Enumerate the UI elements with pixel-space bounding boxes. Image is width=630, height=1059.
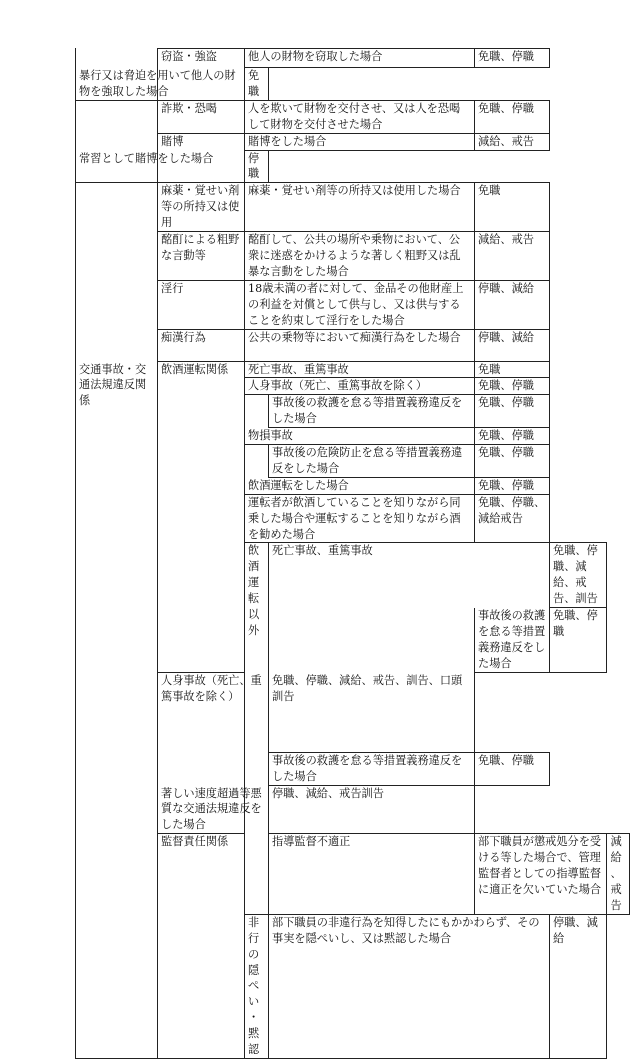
penalty-cell: 停職、減給	[475, 280, 550, 329]
subcategory-cell: 痴漢行為	[158, 329, 245, 361]
condition-cell: 他人の財物を窃取した場合	[245, 49, 475, 68]
table-row	[76, 329, 630, 361]
penalty-cell: 免職、停職	[475, 752, 550, 785]
penalty-cell: 免職	[475, 361, 550, 378]
condition-cell: 事故後の救護を怠る等措置義務違反をした場合	[475, 608, 550, 673]
table-row	[76, 361, 630, 378]
subcategory-cell: 飲酒運転関係	[158, 361, 245, 672]
subcategory-cell: 賭博	[158, 133, 245, 183]
subcategory-cell: 飲酒運転以外	[245, 543, 269, 914]
indent-spacer	[158, 752, 245, 785]
subcategory-cell: 酩酊による粗野な言動等	[158, 232, 245, 281]
penalty-cell: 免職	[245, 68, 269, 101]
penalty-cell: 停職、減給、戒告訓告	[269, 785, 475, 834]
discipline-standards-table	[75, 48, 630, 1059]
condition-cell: 物損事故	[245, 428, 475, 445]
penalty-cell: 減給、戒告	[607, 834, 630, 915]
category-cell	[76, 329, 158, 361]
penalty-cell: 減給、戒告	[475, 133, 550, 150]
table-row	[76, 785, 630, 834]
condition-cell: 部下職員が懲戒処分を受ける等した場合で、管理監督者としての指導監督に適正を欠いていた場合	[475, 834, 607, 915]
indent-spacer	[245, 395, 269, 428]
subcategory-cell: 詐欺・恐喝	[158, 100, 245, 133]
condition-cell: 暴行又は脅迫を用いて他人の財物を強取した場合	[76, 68, 245, 101]
table-row	[76, 834, 630, 915]
penalty-cell: 免職	[475, 183, 550, 232]
condition-cell: 死亡事故、重篤事故	[269, 543, 550, 608]
category-cell	[76, 183, 158, 232]
table-row	[76, 100, 630, 133]
condition-cell: 人身事故（死亡、重篤事故を除く）	[158, 672, 269, 752]
penalty-cell: 免職、停職	[475, 100, 550, 133]
penalty-cell: 免職、停職	[475, 445, 550, 478]
subcategory-cell: 非行の隠ぺい・黙認	[245, 914, 269, 1058]
penalty-cell: 免職、停職	[475, 395, 550, 428]
table-row	[76, 133, 630, 150]
penalty-cell: 停職	[245, 150, 269, 183]
category-cell: 交通事故・交通法規違反関係	[76, 361, 158, 1058]
condition-cell: 事故後の救護を怠る等措置義務違反をした場合	[269, 395, 475, 428]
table-row	[76, 672, 630, 752]
table-row	[76, 232, 630, 281]
condition-cell: 事故後の救護を怠る等措置義務違反をした場合	[269, 752, 475, 785]
penalty-cell: 免職、停職	[475, 428, 550, 445]
category-cell	[76, 49, 158, 68]
penalty-cell: 停職、減給	[475, 329, 550, 361]
condition-cell: 死亡事故、重篤事故	[245, 361, 475, 378]
category-cell: 監督責任関係	[158, 834, 245, 1059]
subcategory-cell: 窃盗・強盗	[158, 49, 245, 101]
table-row	[76, 150, 630, 183]
table-row	[76, 752, 630, 785]
penalty-cell: 免職、停職	[550, 608, 607, 673]
penalty-cell: 停職、減給	[550, 914, 607, 1058]
condition-cell: 酩酊して、公共の場所や乗物において、公衆に迷惑をかけるような著しく粗野又は乱暴な言動をした場合	[245, 232, 475, 281]
condition-cell: 18歳未満の者に対して、金品その他財産上の利益を対償として供与し、又は供与することを約束して淫行をした場合	[245, 280, 475, 329]
condition-cell: 部下職員の非違行為を知得したにもかかわらず、その事実を隠ぺいし、又は黙認した場合	[269, 914, 550, 1058]
category-cell	[76, 133, 158, 150]
subcategory-cell: 淫行	[158, 280, 245, 329]
table-row	[76, 280, 630, 329]
indent-spacer	[269, 608, 475, 673]
penalty-cell: 減給、戒告	[475, 232, 550, 281]
condition-cell: 賭博をした場合	[245, 133, 475, 150]
table-row	[76, 183, 630, 232]
condition-cell: 麻薬・覚せい剤等の所持又は使用した場合	[245, 183, 475, 232]
condition-cell: 事故後の危険防止を怠る等措置義務違反をした場合	[269, 445, 475, 478]
condition-cell: 著しい速度超過等悪質な交通法規違反をした場合	[158, 785, 269, 834]
condition-cell: 人身事故（死亡、重篤事故を除く）	[245, 378, 475, 395]
penalty-cell: 免職、停職、減給、戒告、訓告、口頭訓告	[269, 672, 475, 752]
penalty-cell: 免職、停職	[475, 378, 550, 395]
penalty-cell: 免職、停職、減給戒告	[475, 494, 550, 543]
condition-cell: 公共の乗物等において痴漢行為をした場合	[245, 329, 475, 361]
category-cell	[76, 232, 158, 281]
subcategory-cell: 麻薬・覚せい剤等の所持又は使用	[158, 183, 245, 232]
condition-cell: 運転者が飲酒していることを知りながら同乗した場合や運転することを知りながら酒を勧めた場合	[245, 494, 475, 543]
indent-spacer	[245, 445, 269, 478]
condition-cell: 常習として賭博をした場合	[76, 150, 245, 183]
subcategory-cell: 指導監督不適正	[269, 834, 475, 915]
condition-cell: 飲酒運転をした場合	[245, 477, 475, 494]
table-row	[76, 68, 630, 101]
penalty-cell: 免職、停職	[475, 49, 550, 68]
category-cell	[76, 100, 158, 133]
category-cell	[76, 280, 158, 329]
table-row	[76, 49, 630, 68]
penalty-cell: 免職、停職	[475, 477, 550, 494]
penalty-cell: 免職、停職、減給、戒告、訓告	[550, 543, 607, 608]
condition-cell: 人を欺いて財物を交付させ、又は人を恐喝して財物を交付させた場合	[245, 100, 475, 133]
